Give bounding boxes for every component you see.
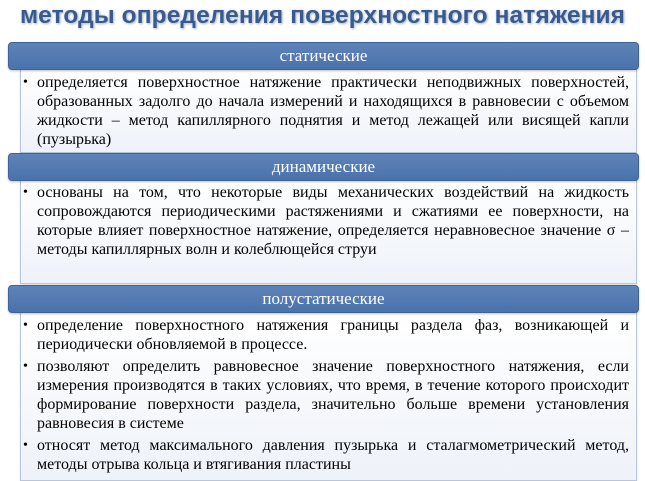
section-static-body [20,68,637,153]
section-header-semistatic: полустатические [8,285,639,313]
list-item: • позволяют определить равновесное значение поверхностного натяжения, если измерения производятся в таких условиях, что время, в течение которого происходит формирование поверхности раздела, значительно больше времени установления равновесия в системе [23,358,629,432]
section-header-dynamic: динамические [8,153,639,181]
bullet: • [23,75,28,90]
list-item: • основаны на том, что некоторые виды механических воздействий на жидкость сопровождаются периодическими растяжениями и сжатиями ее поверхности, на которые влияет поверхностное натяжение, определяется неравновесное значение σ – методы капиллярных волн и колеблющейся струи [23,184,629,258]
section-dynamic-body [20,178,637,284]
page-title: методы определения поверхностного натяжения [19,2,626,29]
list-item: • определяется поверхностное натяжение практически неподвижных поверхностей, образованных задолго до начала измерений и находящихся в равновесии с объемом жидкости – метод капиллярного поднятия и метод лежащей или висящей капли (пузырька) [23,74,629,148]
bullet: • [23,185,28,200]
section-semistatic-body [20,311,637,481]
bullet: • [23,359,28,374]
section-header-static: статические [8,42,639,70]
bullet: • [23,438,28,453]
list-item: • относят метод максимального давления пузырька и сталагмометрический метод, методы отрыва кольца и втягивания пластины [23,437,629,473]
bullet: • [23,318,28,333]
list-item: • определение поверхностного натяжения границы раздела фаз, возникающей и периодически обновляемой в процессе. [23,317,629,353]
